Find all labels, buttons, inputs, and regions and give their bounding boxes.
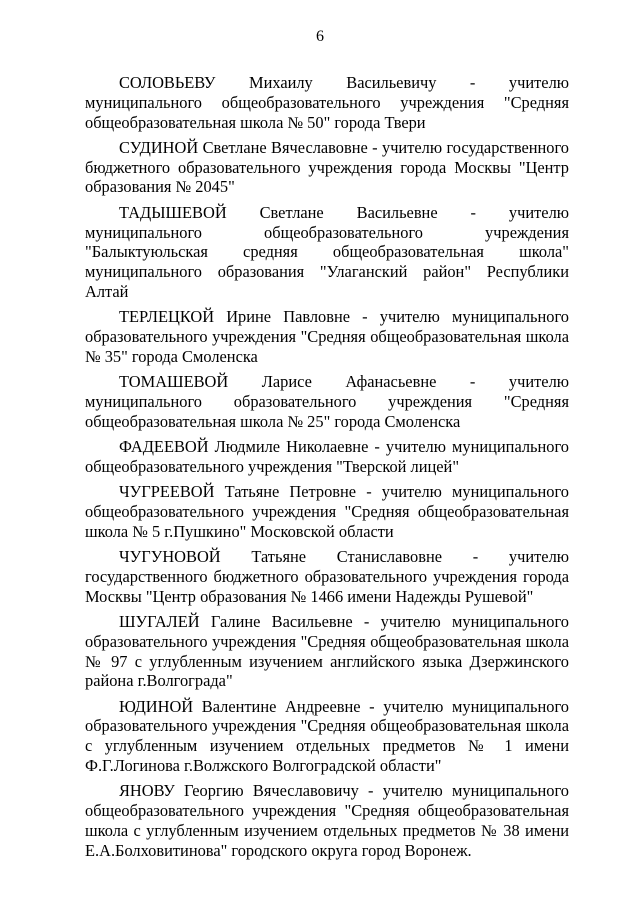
list-item: ТОМАШЕВОЙ Ларисе Афанасьевне - учителю муниципального образовательного учреждения "Средняя общеобразовательная школа № 25" города Смоленска (85, 372, 569, 431)
list-item: ЯНОВУ Георгию Вячеславовичу - учителю муниципального общеобразовательного учреждения "Средняя общеобразовательная школа с углубленным изучением отдельных предметов № 38 имени Е.А.Болховитинова" городского округа город Воронеж. (85, 781, 569, 860)
award-list (85, 73, 569, 866)
list-item: ТЕРЛЕЦКОЙ Ирине Павловне - учителю муниципального образовательного учреждения "Средняя общеобразовательная школа № 35" города Смоленска (85, 307, 569, 366)
list-item: ТАДЫШЕВОЙ Светлане Васильевне - учителю муниципального общеобразовательного учреждения "Балыктуюльская средняя общеобразовательная школа" муниципального образования "Улаганский район" Республики Алтай (85, 202, 569, 301)
list-item: ФАДЕЕВОЙ Людмиле Николаевне - учителю муниципального общеобразовательного учреждения "Тверской лицей" (85, 437, 569, 476)
list-item: ЧУГРЕЕВОЙ Татьяне Петровне - учителю муниципального общеобразовательного учреждения "Средняя общеобразовательная школа № 5 г.Пушкино" Московской области (85, 482, 569, 541)
list-item: СУДИНОЙ Светлане Вячеславовне - учителю государственного бюджетного образовательного учреждения города Москвы "Центр образования № 2045" (85, 137, 569, 197)
page-number: 6 (316, 28, 324, 45)
list-item: ЮДИНОЙ Валентине Андреевне - учителю муниципального образовательного учреждения "Средняя общеобразовательная школа с углубленным изучением отдельных предметов № 1 имени Ф.Г.Логинова г.Волжского Волгоградской области" (85, 696, 569, 775)
list-item: ШУГАЛЕЙ Галине Васильевне - учителю муниципального образовательного учреждения "Средняя общеобразовательная школа № 97 с углубленным изучением английского языка Дзержинского района г.Волгограда" (85, 611, 569, 691)
list-item: СОЛОВЬЕВУ Михаилу Васильевичу - учителю муниципального общеобразовательного учреждения "Средняя общеобразовательная школа № 50" города Твери (85, 73, 569, 132)
list-item: ЧУГУНОВОЙ Татьяне Станиславовне - учителю государственного бюджетного образовательного учреждения города Москвы "Центр образования № 1466 имени Надежды Рушевой" (85, 547, 569, 606)
